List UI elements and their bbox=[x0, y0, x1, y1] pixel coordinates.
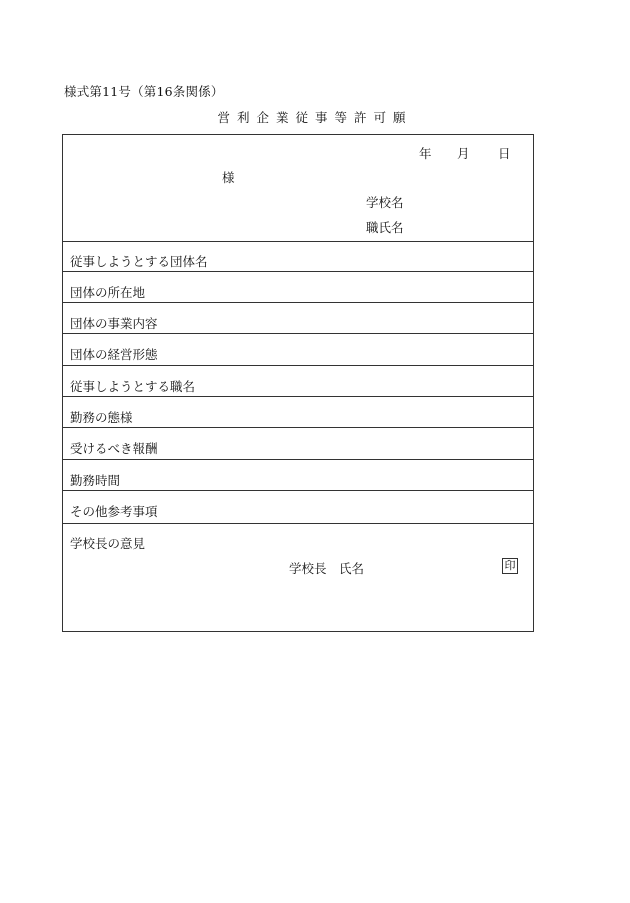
field-row-job-title bbox=[63, 366, 533, 397]
field-label: 団体の所在地 bbox=[70, 285, 146, 300]
field-label: 勤務の態様 bbox=[70, 410, 133, 425]
principal-name-label: 氏名 bbox=[339, 561, 365, 576]
field-label: 従事しようとする職名 bbox=[70, 379, 196, 394]
seal-mark: 印 bbox=[502, 558, 518, 574]
date-day-label: 日 bbox=[498, 146, 511, 161]
addressee-suffix: 様 bbox=[222, 170, 235, 185]
field-row-working-hours bbox=[63, 460, 533, 491]
field-label: 団体の経営形態 bbox=[70, 347, 158, 362]
form-number: 様式第11号（第16条関係） bbox=[64, 84, 224, 99]
principal-opinion-label: 学校長の意見 bbox=[70, 536, 146, 551]
position-name-label: 職氏名 bbox=[366, 220, 404, 235]
field-row-work-style bbox=[63, 397, 533, 428]
principal-title-label: 学校長 bbox=[289, 561, 327, 576]
date-line bbox=[393, 144, 533, 162]
field-row-management-form bbox=[63, 334, 533, 366]
applicant-header-section bbox=[63, 135, 533, 242]
field-label: 従事しようとする団体名 bbox=[70, 254, 208, 269]
school-name-label: 学校名 bbox=[366, 195, 404, 210]
field-label: その他参考事項 bbox=[70, 504, 158, 519]
field-row-organization-name bbox=[63, 241, 533, 272]
field-row-other-notes bbox=[63, 491, 533, 524]
field-label: 団体の事業内容 bbox=[70, 316, 158, 331]
date-year-label: 年 bbox=[419, 146, 432, 161]
field-label: 受けるべき報酬 bbox=[70, 441, 158, 456]
form-title: 営利企業従事等許可願 bbox=[217, 110, 413, 125]
application-form-table bbox=[62, 134, 534, 632]
field-row-compensation bbox=[63, 428, 533, 460]
field-row-business-content bbox=[63, 303, 533, 334]
date-month-label: 月 bbox=[457, 146, 470, 161]
field-row-organization-address bbox=[63, 272, 533, 303]
field-label: 勤務時間 bbox=[70, 473, 121, 488]
principal-opinion-section bbox=[63, 524, 533, 631]
